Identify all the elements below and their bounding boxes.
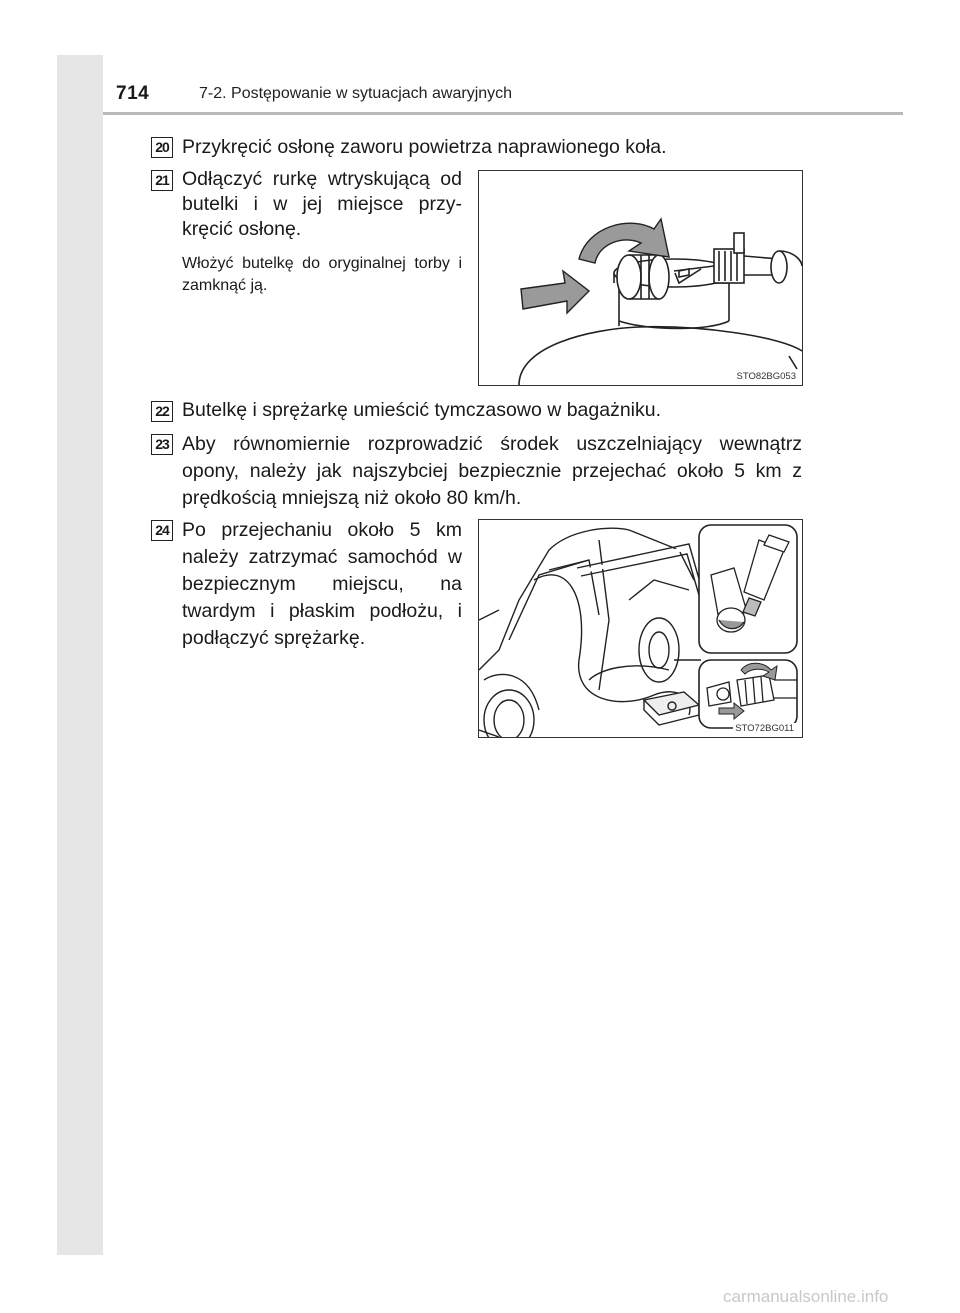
step-text-22: Butelkę i sprężarkę umieścić tymczasowo w bagażniku.: [182, 399, 662, 421]
step-text-20: Przykręcić osłonę zaworu powietrza naprawionego koła.: [182, 136, 667, 158]
figure-code-2: STO72BG011: [735, 723, 794, 734]
step-text-21: Odłączyć rurkę wtryskującą od butelki i w jej miejsce przy-kręcić osłonę.: [182, 168, 462, 240]
car-compressor-icon: [479, 520, 802, 737]
page-sidebar-band: [57, 55, 103, 1255]
step-number-21: 21: [151, 170, 173, 191]
step-text-24: Po przejechaniu około 5 km należy zatrzymać samochód w bezpiecznym miejscu, na twardym i płaskim podłożu, i podłączyć sprężarkę.: [182, 519, 462, 649]
step-number-22: 22: [151, 401, 173, 422]
figure-bottle-cap: [478, 170, 803, 386]
header-divider: [103, 112, 903, 115]
step-number-23: 23: [151, 434, 173, 455]
step-note-21: Włożyć butelkę do oryginalnej torby i zamknąć ją.: [182, 255, 462, 294]
step-text-23: Aby równomiernie rozprowadzić środek uszczelniający wewnątrz opony, należy jak najszybciej bezpiecznie przejechać około 5 km z prędkością mniejszą niż około 80 km/h.: [182, 433, 802, 509]
page-number: 714: [116, 83, 150, 104]
figure-car-compressor: [478, 519, 803, 738]
watermark-text: carmanualsonline.info: [723, 1287, 889, 1306]
step-number-24: 24: [151, 520, 173, 541]
chapter-title: 7-2. Postępowanie w sytuacjach awaryjnych: [199, 85, 513, 102]
step-number-20: 20: [151, 137, 173, 158]
page-header: [103, 55, 903, 115]
bottle-cap-icon: [479, 171, 802, 385]
figure-code-1: STO82BG053: [736, 371, 796, 382]
